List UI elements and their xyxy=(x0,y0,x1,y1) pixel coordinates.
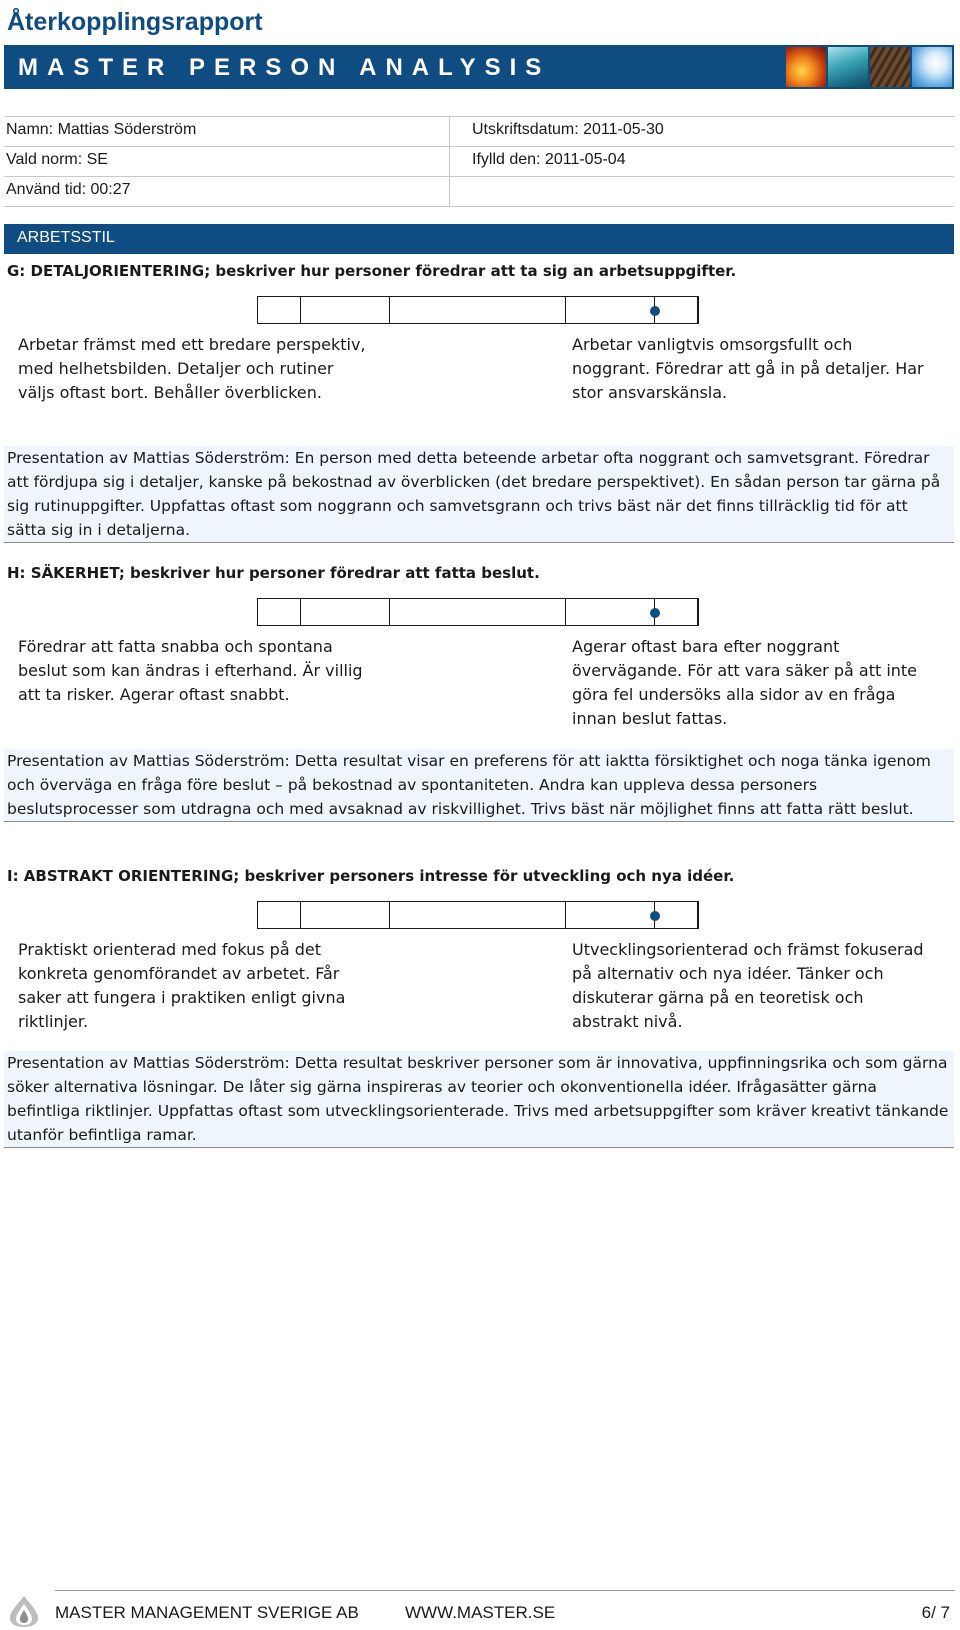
dimension-title: H: SÄKERHET; beskriver hur personer föredrar att fatta beslut. xyxy=(7,564,540,582)
scale-cell xyxy=(301,599,390,625)
left-pole-text: Föredrar att fatta snabba och spontana beslut som kan ändras i efterhand. Är villig att ta risker. Agerar oftast snabbt. xyxy=(18,637,363,704)
sky-image-icon xyxy=(912,47,952,87)
right-pole-text: Arbetar vanligtvis omsorgsfullt och noggrant. Föredrar att gå in på detaljer. Har stor ansvarskänsla. xyxy=(572,335,924,402)
name-field: Namn: Mattias Söderström xyxy=(6,121,197,138)
info-table xyxy=(4,116,954,207)
master-logo-icon xyxy=(6,1594,42,1628)
footer-company: MASTER MANAGEMENT SVERIGE AB xyxy=(55,1603,359,1622)
water-image-icon xyxy=(828,47,868,87)
presentation-text: Presentation av Mattias Söderström: En person med detta beteende arbetar ofta noggrant och samvetsgrant. Föredrar att fördjupa sig i detaljer, kanske på bekostnad av överblicken (det bredare perspektivet). En sådan person tar gärna på sig rutinuppgifter. Uppfattas oftast som noggrann och samvetsgrann och trivs bäst när det finns tillräcklig tid för att sätta sig in i detaljerna. xyxy=(4,446,954,543)
dimension-title: G: DETALJORIENTERING; beskriver hur personer föredrar att ta sig an arbetsuppgifter. xyxy=(7,262,737,280)
section-header: ARBETSSTIL xyxy=(4,224,954,254)
banner xyxy=(4,45,954,89)
earth-image-icon xyxy=(870,47,910,87)
scale-cell xyxy=(655,297,698,323)
scale-cell xyxy=(566,599,655,625)
scale-cell xyxy=(390,902,566,928)
scale-cell xyxy=(258,902,301,928)
footer xyxy=(0,1590,960,1630)
left-pole-text: Arbetar främst med ett bredare perspektiv, med helhetsbilden. Detaljer och rutiner väljs oftast bort. Behåller överblicken. xyxy=(18,335,366,402)
scale-cell xyxy=(390,297,566,323)
info-row xyxy=(4,147,954,177)
filled-date-field: Ifylld den: 2011-05-04 xyxy=(449,147,894,176)
score-marker xyxy=(650,306,660,316)
print-date-field: Utskriftsdatum: 2011-05-30 xyxy=(449,117,894,146)
empty-cell xyxy=(449,177,894,206)
fire-image-icon xyxy=(786,47,826,87)
info-row xyxy=(4,117,954,147)
scale-cell xyxy=(258,599,301,625)
banner-images xyxy=(786,47,952,87)
info-row xyxy=(4,177,954,207)
score-scale xyxy=(257,598,699,626)
right-pole-text: Agerar oftast bara efter noggrant övervägande. För att vara säker på att inte göra fel undersöks alla sidor av en fråga innan beslut fattas. xyxy=(572,637,918,728)
presentation-text: Presentation av Mattias Söderström: Detta resultat visar en preferens för att iaktta försiktighet och noga tänka igenom och överväga en fråga före beslut – på bekostnad av spontaniteten. Andra kan uppleva dessa personers beslutsprocesser som utdragna och med avsaknad av riskvillighet. Trivs bäst när möjlighet finns att fatta rätt beslut. xyxy=(4,749,954,822)
norm-field: Vald norm: SE xyxy=(6,151,108,168)
footer-divider xyxy=(55,1590,955,1591)
scale-cell xyxy=(390,599,566,625)
report-title: Återkopplingsrapport xyxy=(7,8,263,36)
scale-cell xyxy=(301,297,390,323)
right-pole-text: Utvecklingsorienterad och främst fokuserad på alternativ och nya idéer. Tänker och diskuterar gärna på en teoretisk och abstrakt nivå. xyxy=(572,940,924,1031)
left-pole-text: Praktiskt orienterad med fokus på det konkreta genomförandet av arbetet. Får saker att fungera i praktiken enligt givna riktlinjer. xyxy=(18,940,346,1031)
presentation-text: Presentation av Mattias Söderström: Detta resultat beskriver personer som är innovativa, uppfinningsrika och som gärna söker alternativa lösningar. De låter sig gärna inspireras av teorier och okonventionella idéer. Ifrågasätter gärna befintliga riktlinjer. Uppfattas oftast som utvecklingsorienterade. Trivs med arbetsuppgifter som kräver kreativt tänkande utanför befintliga ramar. xyxy=(4,1051,954,1148)
score-marker xyxy=(650,608,660,618)
scale-cell xyxy=(655,599,698,625)
scale-cell xyxy=(566,297,655,323)
page-number: 6/ 7 xyxy=(921,1603,950,1622)
time-used-field: Använd tid: 00:27 xyxy=(6,181,131,198)
scale-cell xyxy=(258,297,301,323)
score-scale xyxy=(257,901,699,929)
scale-cell xyxy=(566,902,655,928)
score-scale xyxy=(257,296,699,324)
banner-title: MASTER PERSON ANALYSIS xyxy=(18,54,551,81)
dimension-title: I: ABSTRAKT ORIENTERING; beskriver personers intresse för utveckling och nya idéer. xyxy=(7,867,735,885)
scale-cell xyxy=(655,902,698,928)
scale-cell xyxy=(301,902,390,928)
score-marker xyxy=(650,911,660,921)
footer-website: WWW.MASTER.SE xyxy=(405,1603,556,1622)
